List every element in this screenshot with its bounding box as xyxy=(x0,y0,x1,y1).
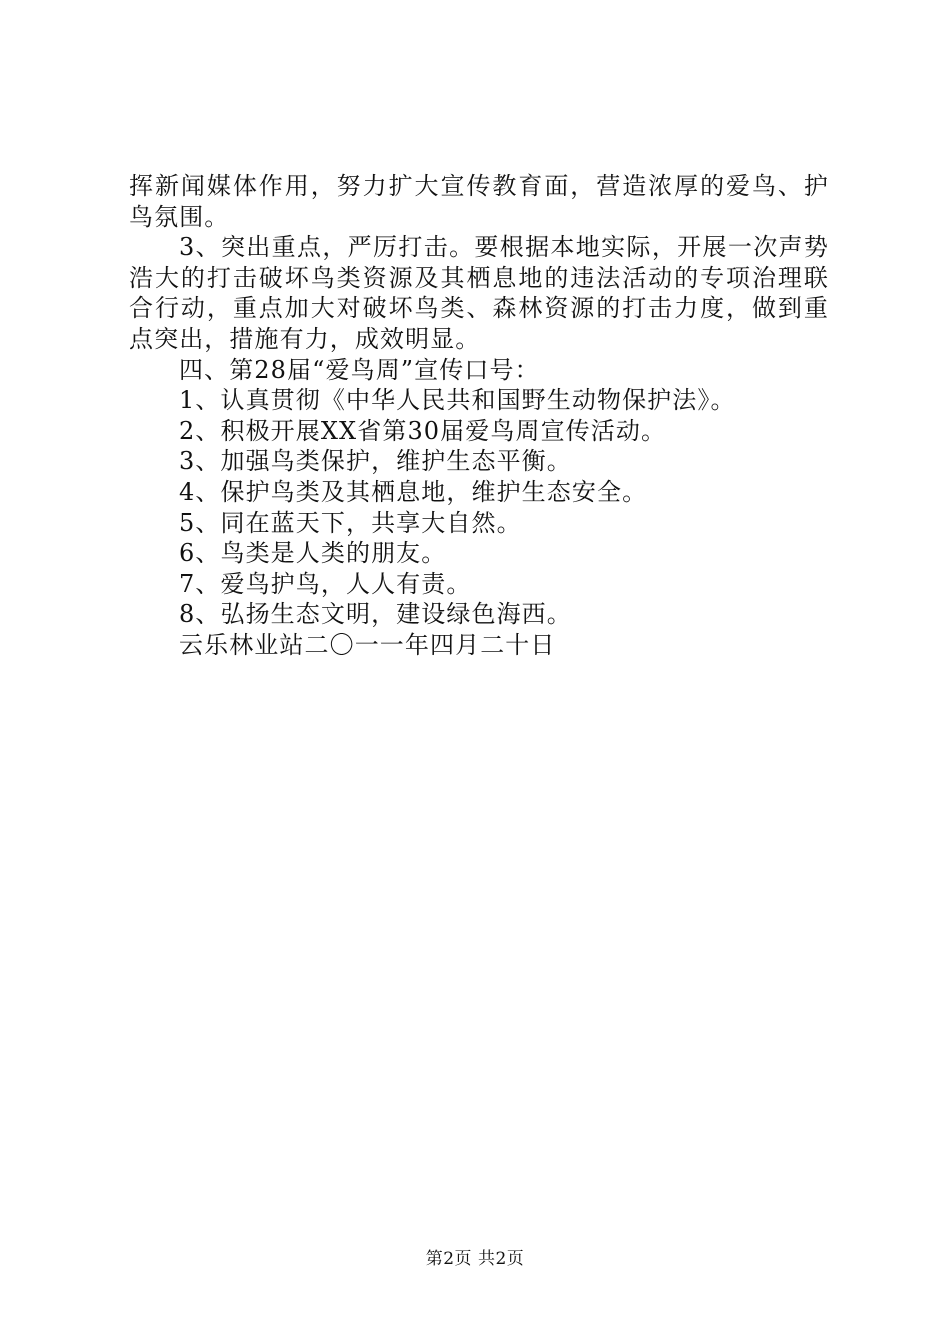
signature-date: 云乐林业站二〇一一年四月二十日 xyxy=(179,630,556,659)
section-heading-slogans: 四、第28届“爱鸟周”宣传口号： xyxy=(179,355,540,384)
paragraph-continuation: 挥新闻媒体作用，努力扩大宣传教育面，营造浓厚的爱鸟、护鸟氛围。 xyxy=(129,172,829,231)
page-number: 第2页 共2页 xyxy=(425,1249,525,1269)
slogan-item-8: 8、弘扬生态文明，建设绿色海西。 xyxy=(179,600,572,629)
slogan-item-6: 6、鸟类是人类的朋友。 xyxy=(179,539,447,568)
slogan-item-7: 7、爱鸟护鸟，人人有责。 xyxy=(179,569,472,598)
slogan-item-3: 3、加强鸟类保护，维护生态平衡。 xyxy=(179,447,572,476)
slogan-item-5: 5、同在蓝天下，共享大自然。 xyxy=(179,508,522,537)
page-footer xyxy=(0,1244,950,1269)
slogan-item-4: 4、保护鸟类及其栖息地，维护生态安全。 xyxy=(179,477,648,506)
slogan-item-1: 1、认真贯彻《中华人民共和国野生动物保护法》。 xyxy=(179,386,736,415)
document-body xyxy=(129,171,829,661)
paragraph-key-crackdown: 3、突出重点，严厉打击。要根据本地实际，开展一次声势浩大的打击破坏鸟类资源及其栖息地的违法活动的专项治理联合行动，重点加大对破坏鸟类、森林资源的打击力度，做到重点突出，措施有力，成效明显。 xyxy=(129,233,829,353)
slogan-item-2: 2、积极开展XX省第30届爱鸟周宣传活动。 xyxy=(179,416,667,445)
